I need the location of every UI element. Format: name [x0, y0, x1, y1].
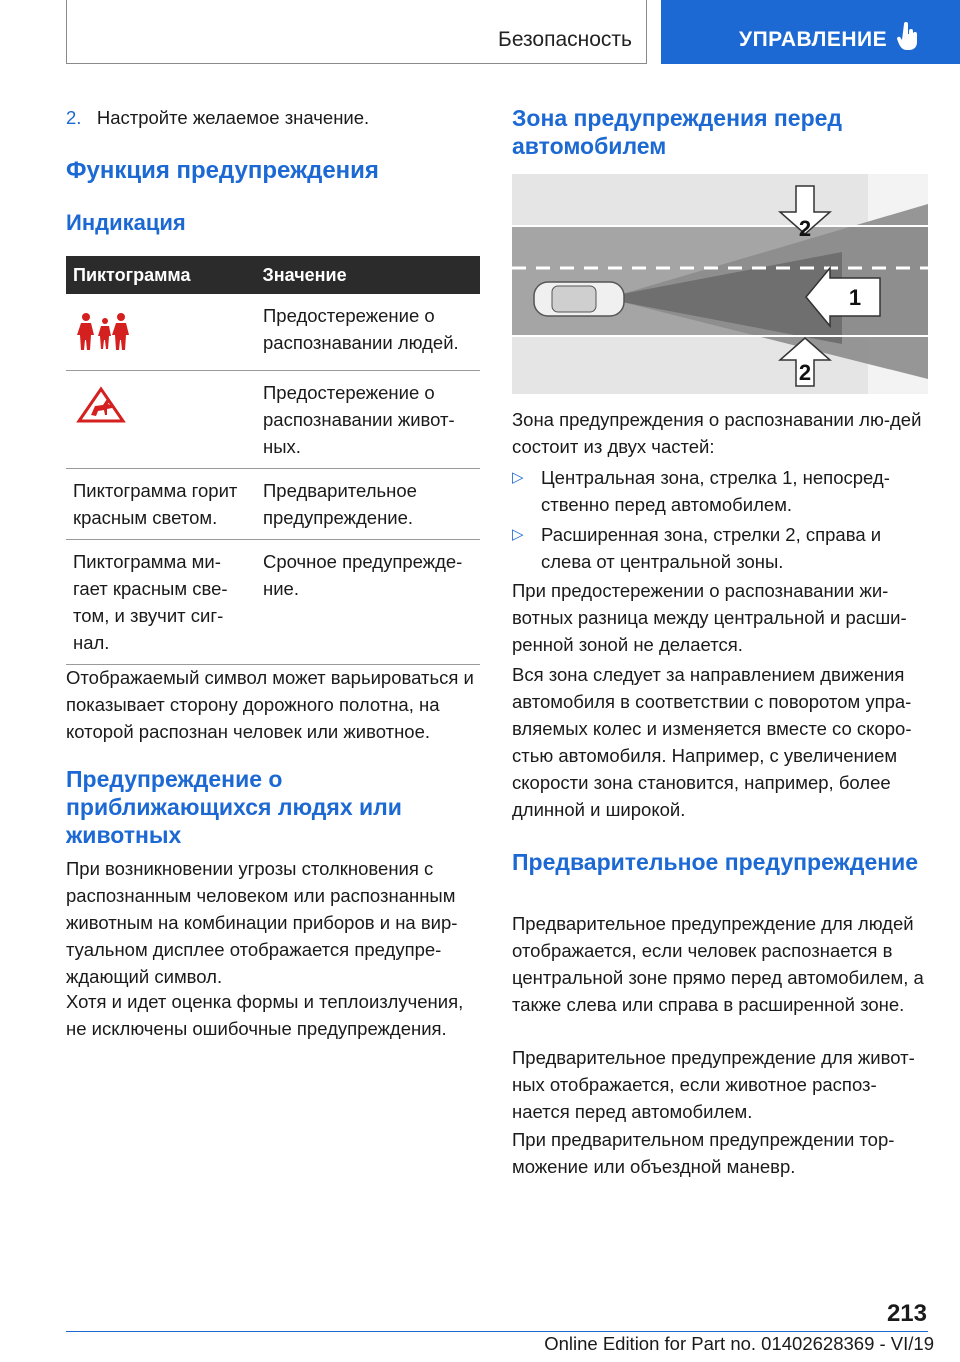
- triangle-bullet-icon: ▷: [512, 469, 524, 486]
- paragraph-pre-animals: Предварительное предупреждение для живот-ных отображается, если животное распоз-нается перед автомобилем.: [512, 1047, 915, 1122]
- paragraph-follow: Вся зона следует за направлением движения автомобиля в соответствии с поворотом упра-вляемых колес и изменяется вместе со скоро-стью автомобиля. Например, с увеличением скорости зона становится, например, более длинной и широкой.: [512, 664, 912, 820]
- header-section-title: Безопасность: [498, 28, 632, 51]
- arrow-label: 2: [798, 216, 812, 241]
- header-section-tab: [66, 0, 647, 64]
- triangle-bullet-icon: ▷: [512, 526, 524, 543]
- heading-zone: Зона предупреждения перед автомобилем: [512, 105, 843, 159]
- persons-warning-icon: [73, 312, 133, 352]
- table-cell-meaning: Предварительное предупреждение.: [256, 469, 481, 540]
- step-item: [66, 104, 369, 131]
- table-cell-meaning: Предостережение о распознавании людей.: [256, 294, 481, 371]
- step-number: 2.: [66, 107, 82, 128]
- paragraph-animals: При предостережении о распознавании жи-вотных разница между центральной и расши-ренной зоной не делается.: [512, 580, 907, 655]
- car-illustration: [534, 282, 624, 316]
- header-chapter-title: УПРАВЛЕНИЕ: [739, 28, 888, 51]
- table-cell-pictogram-text: Пиктограмма ми-гает красным све-том, и звучит сиг-нал.: [66, 540, 256, 665]
- table-row: [66, 294, 480, 371]
- paragraph-pre-brake: При предварительном предупреждении тор-можение или объездной маневр.: [512, 1129, 895, 1177]
- step-text: Настройте желаемое значение.: [96, 107, 370, 128]
- list-item-text: Расширенная зона, стрелки 2, справа и слева от центральной зоны.: [541, 524, 882, 572]
- table-cell-pictogram-text: Пиктограмма горит красным светом.: [66, 469, 256, 540]
- heading-approaching: Предупреждение о приближающихся людях или животных: [66, 766, 402, 848]
- table-header-meaning: Значение: [256, 256, 481, 294]
- hand-pointer-icon: [897, 22, 919, 52]
- table-cell-pictogram: [66, 294, 256, 371]
- heading-indication: Индикация: [66, 210, 186, 235]
- table-row: [66, 371, 480, 469]
- list-item-text: Центральная зона, стрелка 1, непосред-ственно перед автомобилем.: [541, 467, 890, 515]
- list-item: [512, 464, 928, 518]
- header-chapter-tab: [661, 0, 960, 64]
- paragraph-collision: При возникновении угрозы столкновения с распознанным человеком или распознанным животным на комбинации приборов и на вир-туальном дисплее отображается предупре-ждающий символ.: [66, 858, 458, 987]
- arrow-label: 1: [848, 285, 862, 310]
- heading-pre-warning: Предварительное предупреждение: [512, 849, 919, 875]
- animal-warning-icon: [73, 385, 129, 425]
- paragraph-false-warnings: Хотя и идет оценка формы и теплоизлучения, не исключены ошибочные предупреждения.: [66, 991, 464, 1039]
- arrow-label: 2: [798, 360, 812, 385]
- paragraph-zone: Зона предупреждения о распознавании лю-дей состоит из двух частей:: [512, 409, 922, 457]
- table-header-pictogram: Пиктограмма: [66, 256, 256, 294]
- list-item: [512, 521, 928, 575]
- heading-function: Функция предупреждения: [66, 157, 379, 184]
- footer-divider: [66, 1331, 928, 1332]
- paragraph-symbol: Отображаемый символ может варьироваться и показывает сторону дорожного полотна, на которой распознан человек или животное.: [66, 667, 474, 742]
- table-cell-meaning: Срочное предупрежде-ние.: [256, 540, 481, 665]
- page-number: 213: [886, 1300, 927, 1327]
- footer-edition: Online Edition for Part no. 01402628369 - VI/19: [544, 1333, 934, 1354]
- indication-table: [66, 256, 480, 665]
- warning-zone-figure: [512, 174, 928, 394]
- table-row: [66, 469, 480, 540]
- paragraph-pre-people: Предварительное предупреждение для людей отображается, если человек распознается в центральной зоне прямо перед автомобилем, а также слева или справа в расширенной зоне.: [512, 913, 924, 1015]
- table-row: [66, 540, 480, 665]
- table-cell-pictogram: [66, 371, 256, 469]
- table-cell-meaning: Предостережение о распознавании живот-ных.: [256, 371, 481, 469]
- table-header-row: [66, 256, 480, 294]
